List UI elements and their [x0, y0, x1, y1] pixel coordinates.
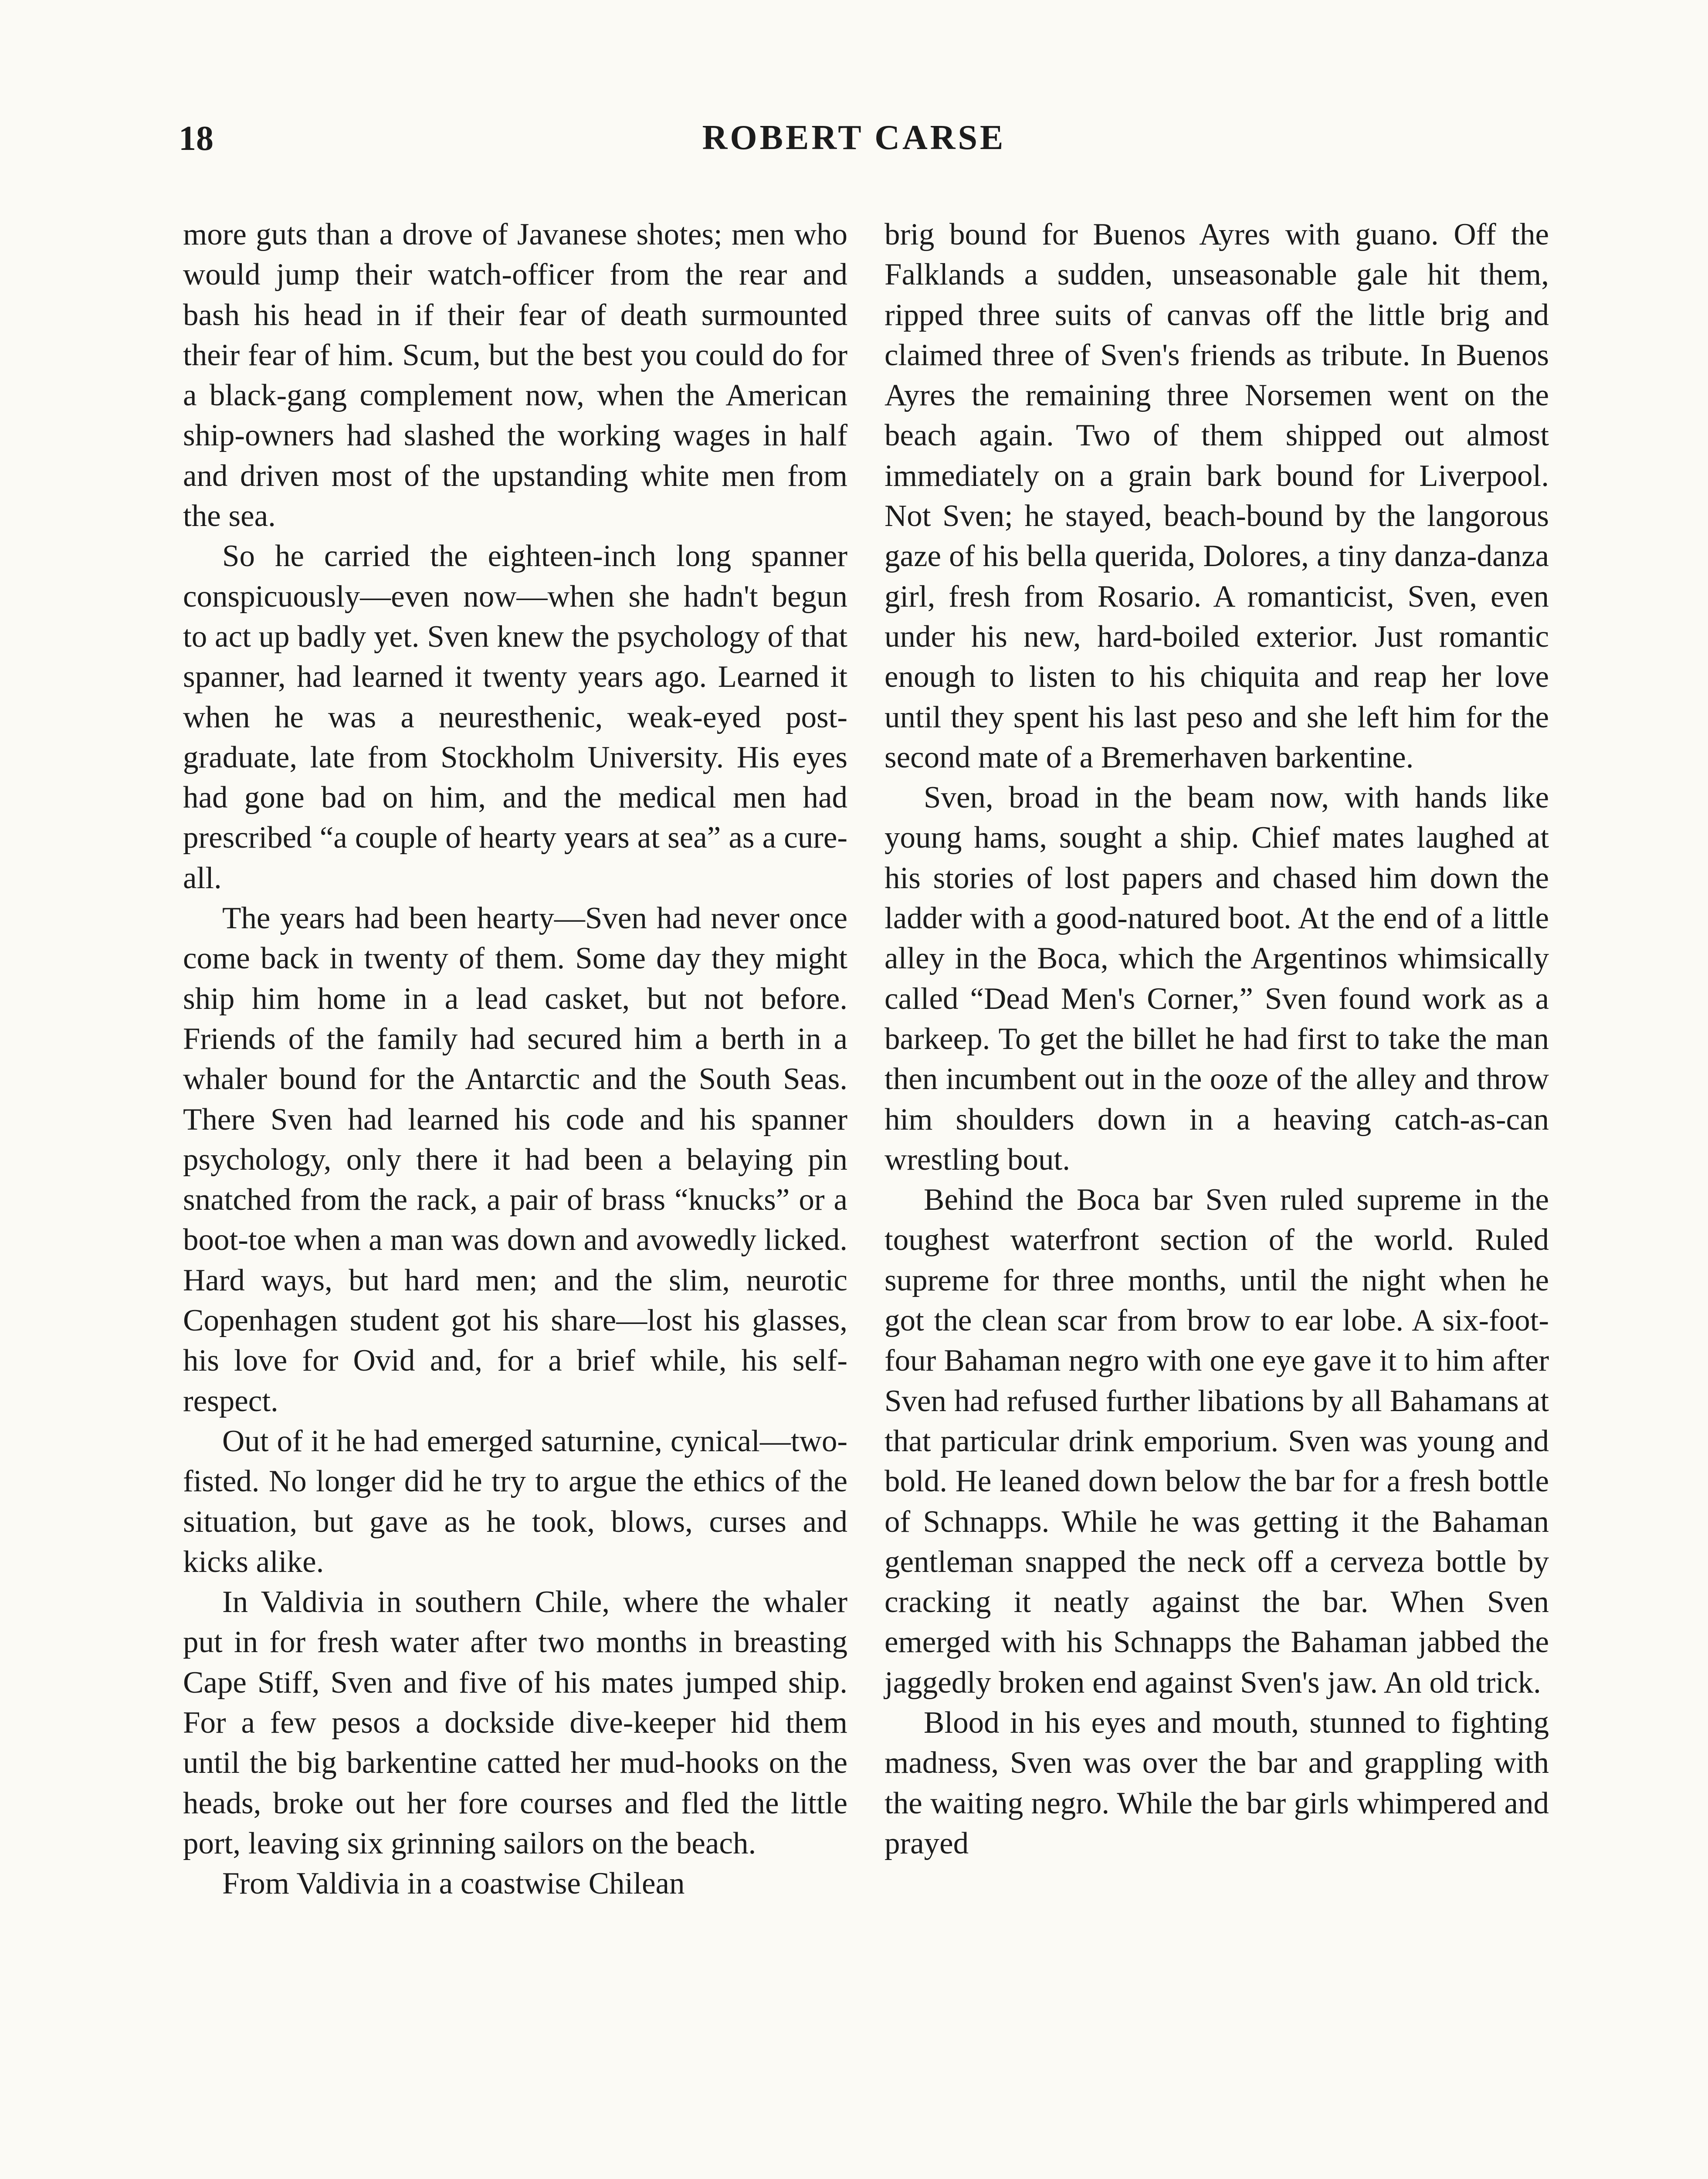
- paragraph: Out of it he had emerged saturnine, cynical—two-fisted. No longer did he try to argue the ethics of the situation, but gave as he took, blows, curses and kicks alike.: [183, 1424, 847, 1579]
- page-number: 18: [179, 119, 214, 158]
- left-column: [183, 214, 847, 1904]
- paragraph: In Valdivia in southern Chile, where the whaler put in for fresh water after two months in breasting Cape Stiff, Sven and five of his mates jumped ship. For a few pesos a dockside dive-keeper hid them until the big barkentine catted her mud-hooks on the heads, broke out her fore courses and fled the little port, leaving six grinning sailors on the beach.: [183, 1585, 847, 1860]
- paragraph: Blood in his eyes and mouth, stunned to fighting madness, Sven was over the bar and grappling with the waiting negro. While the bar girls whimpered and prayed: [884, 1705, 1549, 1860]
- right-column: [884, 214, 1549, 1863]
- paragraph: Sven, broad in the beam now, with hands like young hams, sought a ship. Chief mates laughed at his stories of lost papers and chased him down the ladder with a good-natured boot. At the end of a little alley in the Boca, which the Argentinos whimsically called “Dead Men's Corner,” Sven found work as a barkeep. To get the billet he had first to take the man then incumbent out in the ooze of the alley and throw him shoulders down in a heaving catch-as-can wrestling bout.: [884, 781, 1549, 1177]
- paragraph: So he carried the eighteen-inch long spanner conspicuously—even now—when she hadn't begun to act up badly yet. Sven knew the psychology of that spanner, had learned it twenty years ago. Learned it when he was a neuresthenic, weak-eyed post-graduate, late from Stockholm University. His eyes had gone bad on him, and the medical men had prescribed “a couple of hearty years at sea” as a cure-all.: [183, 539, 847, 895]
- paragraph: Behind the Boca bar Sven ruled supreme in the toughest waterfront section of the world. Ruled supreme for three months, until the night when he got the clean scar from brow to ear lobe. A six-foot-four Bahaman negro with one eye gave it to him after Sven had refused further libations by all Bahamans at that particular drink emporium. Sven was young and bold. He leaned down below the bar for a fresh bottle of Schnapps. While he was getting it the Bahaman gentleman snapped the neck off a cerveza bottle by cracking it neatly against the bar. When Sven emerged with his Schnapps the Bahaman jabbed the jaggedly broken end against Sven's jaw. An old trick.: [884, 1183, 1549, 1700]
- running-head: ROBERT CARSE: [702, 119, 1006, 157]
- paragraph: From Valdivia in a coastwise Chilean: [222, 1867, 685, 1901]
- paragraph: brig bound for Buenos Ayres with guano. Off the Falklands a sudden, unseasonable gale hit them, ripped three suits of canvas off the little brig and claimed three of Sven's friends as tribute. In Buenos Ayres the remaining three Norsemen went on the beach again. Two of them shipped out almost immediately on a grain bark bound for Liverpool. Not Sven; he stayed, beach-bound by the langorous gaze of his bella querida, Dolores, a tiny danza-danza girl, fresh from Rosario. A romanticist, Sven, even under his new, hard-boiled exterior. Just romantic enough to listen to his chiquita and reap her love until they spent his last peso and she left him for the second mate of a Bremerhaven barkentine.: [884, 217, 1549, 774]
- page-header: [0, 0, 1708, 183]
- paragraph: more guts than a drove of Javanese shotes; men who would jump their watch-officer from the rear and bash his head in if their fear of death surmounted their fear of him. Scum, but the best you could do for a black-gang complement now, when the American ship-owners had slashed the working wages in half and driven most of the upstanding white men from the sea.: [183, 217, 847, 533]
- paragraph: The years had been hearty—Sven had never once come back in twenty of them. Some day they might ship him home in a lead casket, but not before. Friends of the family had secured him a berth in a whaler bound for the Antarctic and the South Seas. There Sven had learned his code and his spanner psychology, only there it had been a belaying pin snatched from the rack, a pair of brass “knucks” or a boot-toe when a man was down and avowedly licked. Hard ways, but hard men; and the slim, neurotic Copenhagen student got his share—lost his glasses, his love for Ovid and, for a brief while, his self-respect.: [183, 901, 847, 1418]
